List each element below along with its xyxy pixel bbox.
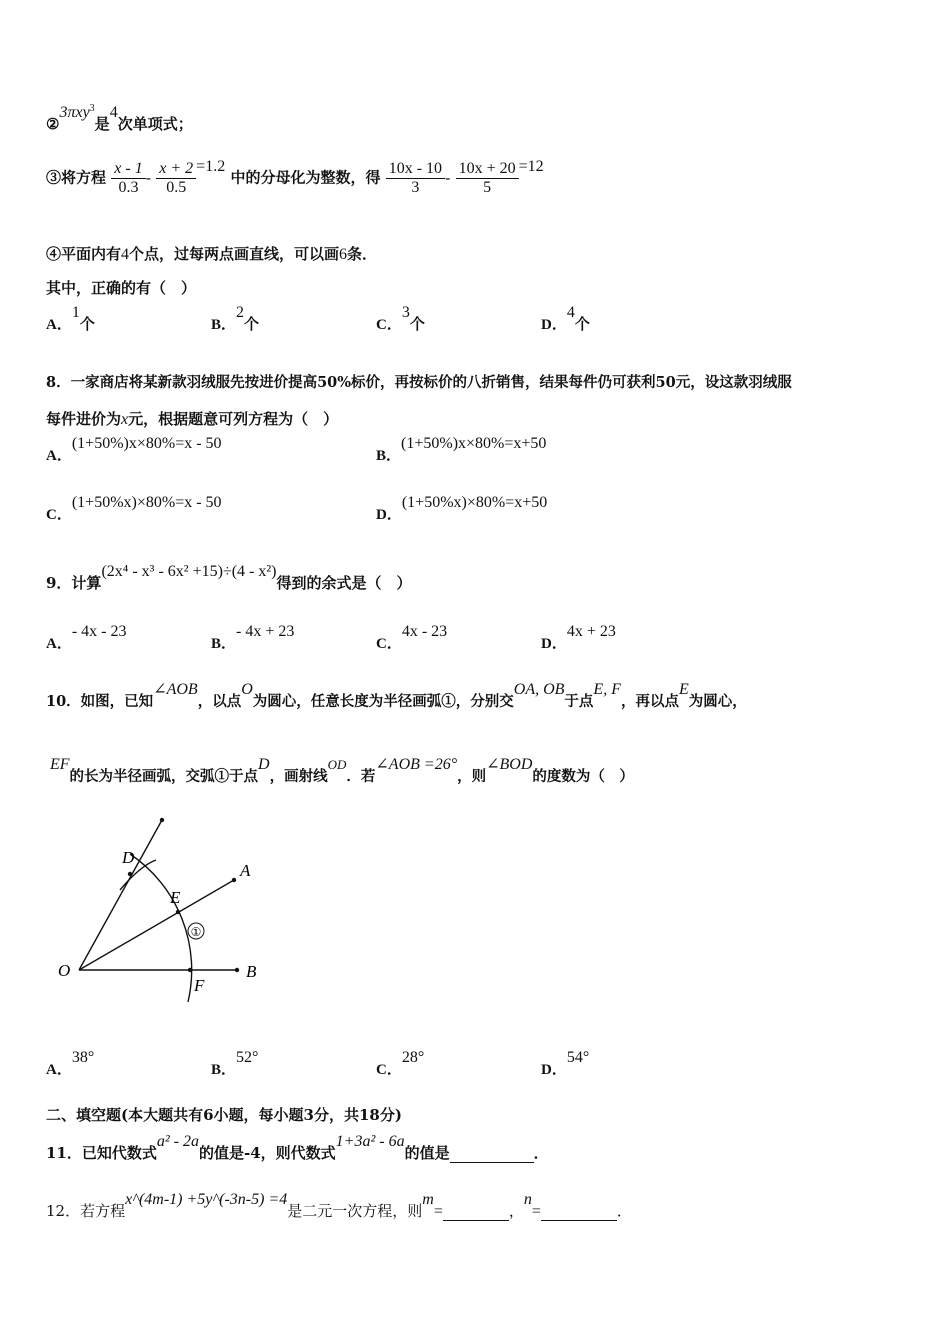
denominator: 3 <box>411 179 420 196</box>
text: 得到的余式是（ ） <box>276 574 412 592</box>
fraction <box>386 160 445 197</box>
q10-figure <box>50 812 280 1012</box>
text: ．若 <box>346 768 376 785</box>
text: ，则 <box>457 768 487 785</box>
text: 为圆心，任意长度为半径画弧①，分别交 <box>252 693 514 710</box>
text: 元，根据题意可列方程为（ ） <box>128 410 339 428</box>
q8-stem-line2 <box>46 408 338 429</box>
option-label: B． <box>211 317 237 333</box>
label-a: A <box>240 861 251 880</box>
q10-stem-line2 <box>46 756 634 786</box>
q10-option-b[interactable] <box>211 1049 259 1079</box>
option-value: 3 <box>401 304 410 321</box>
q8-option-c[interactable] <box>46 494 222 524</box>
option-label: A． <box>46 448 72 464</box>
point-a-dot <box>232 878 236 882</box>
math-expression: (2x⁴ - x³ - 6x² +15)÷(4 - x²) <box>101 563 277 580</box>
option-expression: - 4x + 23 <box>236 623 295 640</box>
q8-stem-line1: 8．一家商店将某新款羽绒服先按进价提高50%标价，再按标价的八折销售，结果每件仍可获利50元，设这款羽绒服 <box>46 374 792 391</box>
option-label: D． <box>541 317 567 333</box>
q10-option-c[interactable] <box>376 1049 425 1079</box>
numerator: x - 1 <box>111 160 145 179</box>
q9-option-b[interactable] <box>211 623 295 653</box>
option-expression: (1+50%)x×80%=x+50 <box>401 435 547 452</box>
math: ∠AOB <box>153 681 198 698</box>
denominator: 0.3 <box>118 179 139 196</box>
text: 平面内有 <box>61 245 122 263</box>
math: OD <box>327 757 347 772</box>
q10-option-a[interactable] <box>46 1049 95 1079</box>
label-d: D <box>122 848 135 867</box>
text: 中的分母化为整数，得 <box>230 168 381 187</box>
option-expression: 54° <box>566 1049 590 1066</box>
math-expression: 1+3a² - 6a <box>335 1133 405 1150</box>
text: 每件进价为 <box>46 410 122 428</box>
option-label: A． <box>46 636 72 652</box>
text: 将方程 <box>61 168 107 187</box>
point-e-dot <box>176 910 180 914</box>
operator: - <box>145 169 152 187</box>
text: ，再以点 <box>620 693 679 710</box>
label-f: F <box>194 976 205 995</box>
ray-oa <box>79 880 234 970</box>
option-expression: 52° <box>236 1049 259 1066</box>
denominator: 0.5 <box>166 179 187 196</box>
text: ． <box>616 1202 632 1220</box>
q9-option-d[interactable] <box>541 623 616 653</box>
fraction <box>456 160 519 197</box>
statement-3 <box>46 157 544 197</box>
q9-option-a[interactable] <box>46 623 127 653</box>
operator: - <box>445 169 451 187</box>
q8-option-a[interactable] <box>46 435 222 465</box>
denominator: 5 <box>483 179 492 196</box>
option-label: C． <box>46 507 72 523</box>
option-label: D． <box>541 1062 567 1078</box>
text: 是 <box>94 115 110 133</box>
point-f-dot <box>188 968 192 972</box>
text: 是二元一次方程，则 <box>287 1202 423 1220</box>
option-label: B． <box>211 636 237 652</box>
fraction <box>156 160 196 197</box>
exponent: 3 <box>89 103 95 114</box>
math-expression: 3πxy <box>59 104 90 121</box>
q12-stem <box>46 1191 632 1221</box>
text: ，以点 <box>197 693 242 710</box>
point-d-dot <box>128 872 132 876</box>
option-unit: 个 <box>244 315 260 333</box>
option-value: 4 <box>566 304 575 321</box>
point-b-dot <box>235 968 239 972</box>
option-unit: 个 <box>79 315 95 333</box>
option-unit: 个 <box>574 315 590 333</box>
q11-stem <box>46 1133 549 1163</box>
option-label: A． <box>46 317 72 333</box>
statement-4 <box>46 243 377 264</box>
numerator: 10x - 10 <box>386 160 445 179</box>
fraction <box>111 160 145 197</box>
option-expression: 4x + 23 <box>566 623 616 640</box>
math: D <box>258 756 270 773</box>
number: 6 <box>339 246 348 263</box>
text: ， <box>508 1202 524 1220</box>
q12-n-answer-blank[interactable] <box>541 1206 617 1221</box>
numerator: 10x + 20 <box>456 160 519 179</box>
numerator: x + 2 <box>156 160 196 179</box>
math-expression: a² - 2a <box>156 1133 199 1150</box>
label-e: E <box>170 888 181 907</box>
q7-stem: 其中，正确的有（ ） <box>46 279 197 297</box>
q7-option-d[interactable] <box>541 304 590 334</box>
option-unit: 个 <box>409 315 425 333</box>
option-expression: 28° <box>401 1049 425 1066</box>
text: ，画射线 <box>269 768 328 785</box>
option-expression: (1+50%x)×80%=x - 50 <box>71 494 222 511</box>
option-expression: - 4x - 23 <box>71 623 127 640</box>
q7-option-a[interactable] <box>46 304 95 334</box>
item-number: ④ <box>46 245 62 263</box>
label-o: O <box>58 961 71 980</box>
math-expression: x^(4m-1) +5y^(-3n-5) =4 <box>125 1191 288 1208</box>
q11-answer-blank[interactable] <box>450 1148 534 1163</box>
text: ． <box>533 1144 549 1162</box>
statement-2 <box>46 103 193 134</box>
q9-stem <box>46 563 412 593</box>
option-label: D． <box>376 507 402 523</box>
math: OA, OB <box>513 681 565 698</box>
q7-option-c[interactable] <box>376 304 425 334</box>
math: ∠AOB =26° <box>375 756 458 773</box>
math: E, F <box>593 681 621 698</box>
variable: x <box>121 411 129 428</box>
text: 10．如图，已知 <box>46 693 154 710</box>
option-value: 1 <box>71 304 80 321</box>
q10-option-d[interactable] <box>541 1049 590 1079</box>
q7-option-b[interactable] <box>211 304 260 334</box>
ray-od-end-dot <box>160 818 164 822</box>
degree-number: 4 <box>109 104 118 121</box>
option-label: C． <box>376 317 402 333</box>
equals: = <box>531 1203 541 1220</box>
text: 为圆心， <box>688 693 747 710</box>
option-label: C． <box>376 636 402 652</box>
section-heading: 二、填空题(本大题共有6小题，每小题3分，共18分) <box>46 1106 402 1124</box>
text: 的值是-4，则代数式 <box>199 1144 336 1162</box>
math: E <box>678 681 689 698</box>
arc-marker: ① <box>190 925 202 939</box>
q8-option-b[interactable] <box>376 435 547 465</box>
math: EF <box>50 756 70 773</box>
q12-m-answer-blank[interactable] <box>443 1206 509 1221</box>
text: 的值是 <box>404 1144 450 1162</box>
option-label: A． <box>46 1062 72 1078</box>
arc-1 <box>130 854 192 1002</box>
option-label: B． <box>376 448 402 464</box>
q9-option-c[interactable] <box>376 623 448 653</box>
text: 次单项式； <box>117 115 193 133</box>
variable-n: n <box>523 1191 532 1208</box>
text: 条． <box>347 245 378 263</box>
text: 9．计算 <box>46 574 102 592</box>
equals-value: =1.2 <box>196 157 226 175</box>
text: 于点 <box>564 693 594 710</box>
number: 4 <box>121 246 130 263</box>
math: ∠BOD <box>486 756 533 773</box>
option-expression: (1+50%x)×80%=x+50 <box>401 494 548 511</box>
option-label: C． <box>376 1062 402 1078</box>
q10-stem-line1 <box>46 681 747 711</box>
option-value: 2 <box>236 304 245 321</box>
variable-m: m <box>422 1191 434 1208</box>
item-number: ③ <box>46 168 62 187</box>
q8-option-d[interactable] <box>376 494 548 524</box>
text: 的度数为（ ） <box>532 768 634 785</box>
option-expression: (1+50%)x×80%=x - 50 <box>71 435 222 452</box>
text: 11．已知代数式 <box>46 1144 157 1162</box>
equals: = <box>433 1203 443 1220</box>
ray-od <box>79 820 162 970</box>
option-label: D． <box>541 636 567 652</box>
option-label: B． <box>211 1062 237 1078</box>
text: 12．若方程 <box>46 1202 126 1220</box>
text: 个点，过每两点画直线，可以画 <box>129 245 340 263</box>
equals-value: =12 <box>518 157 544 175</box>
label-b: B <box>246 962 257 981</box>
item-number: ② <box>46 115 60 133</box>
option-expression: 38° <box>71 1049 95 1066</box>
math: O <box>241 681 253 698</box>
text: 的长为半径画弧，交弧①于点 <box>69 768 259 785</box>
option-expression: 4x - 23 <box>401 623 448 640</box>
